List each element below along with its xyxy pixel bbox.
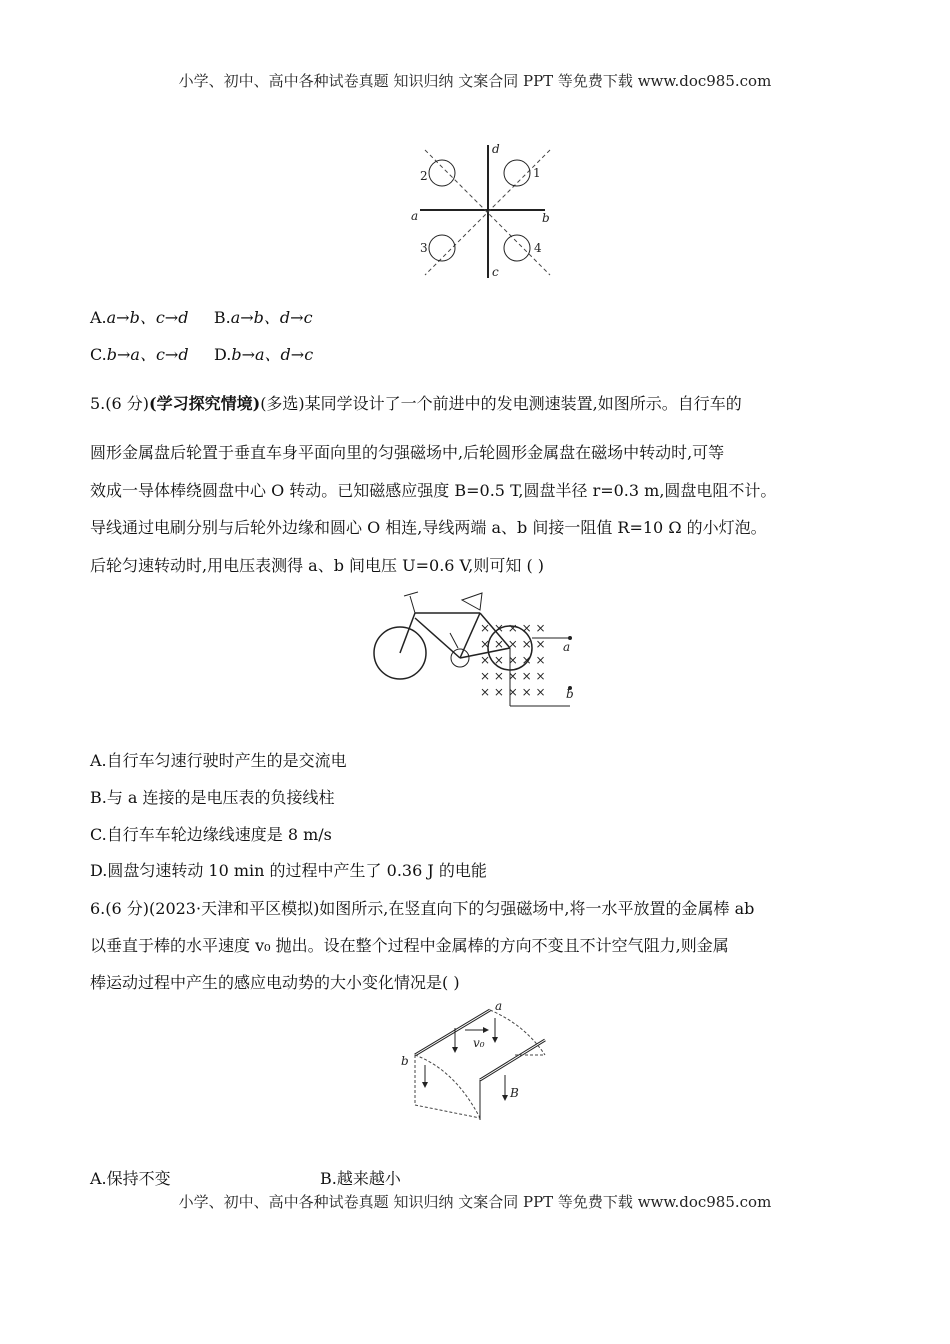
coil-3 [429,235,455,261]
label-a: a [563,640,571,654]
label-4: 4 [534,241,542,255]
q5-line-4: 导线通过电刷分别与后轮外边缘和圆心 O 相连,导线两端 a、b 间接一阻值 R=10 Ω 的小灯泡。 [90,518,767,537]
label-d: d [492,142,500,156]
label-b: b [542,211,550,225]
q5-line-5: 后轮匀速转动时,用电压表测得 a、b 间电压 U=0.6 V,则可知 ( ) [90,556,545,575]
q6-option-b[interactable]: B.越来越小 [320,1169,401,1188]
label-3: 3 [420,241,428,255]
svg-text:× × × × ×: × × × × × [480,669,546,683]
q4-options-row2 [90,342,313,365]
q6-option-a[interactable]: A.保持不变 [90,1169,171,1188]
q4-option-c[interactable]: C.b→a、c→d [90,345,189,364]
q6-line-2: 以垂直于棒的水平速度 v₀ 抛出。设在整个过程中金属棒的方向不变且不计空气阻力,则金属 [90,936,729,955]
q5-option-a[interactable]: A.自行车匀速行驶时产生的是交流电 [90,751,347,770]
label-c: c [492,265,499,279]
q5-line-2: 圆形金属盘后轮置于垂直车身平面向里的匀强磁场中,后轮圆形金属盘在磁场中转动时,可等 [90,443,725,462]
label-v0: v₀ [473,1036,485,1050]
q4-options-row1 [90,305,313,328]
page-footer: 小学、初中、高中各种试卷真题 知识归纳 文案合同 PPT 等免费下载 www.doc985.com [178,1193,772,1211]
coil-2 [429,160,455,186]
q4-option-d[interactable]: D.b→a、d→c [214,345,314,364]
svg-text:× × × × ×: × × × × × [480,685,546,699]
label-a: a [411,209,419,223]
svg-text:× × × × ×: × × × × × [480,637,546,651]
q5-option-b[interactable]: B.与 a 连接的是电压表的负接线柱 [90,788,335,807]
svg-text:× × × × ×: × × × × × [480,653,546,667]
label-1: 1 [533,166,541,180]
magnetic-field-crosses [480,621,546,699]
page-header: 小学、初中、高中各种试卷真题 知识归纳 文案合同 PPT 等免费下载 www.doc985.com [178,72,772,90]
q4-option-a[interactable]: A.a→b、c→d [90,308,189,327]
label-a: a [495,1000,503,1013]
q5-option-d[interactable]: D.圆盘匀速转动 10 min 的过程中产生了 0.36 J 的电能 [90,861,487,880]
label-2: 2 [420,169,428,183]
coil-4 [504,235,530,261]
q5-line-1: 5.(6 分)(学习探究情境)(多选)某同学设计了一个前进中的发电测速装置,如图所示。自行车的 [90,394,742,413]
coil-1 [504,160,530,186]
figure-falling-bar [395,1000,555,1125]
q6-line-3: 棒运动过程中产生的感应电动势的大小变化情况是( ) [90,973,460,992]
label-b: b [401,1054,409,1068]
svg-text:× × × × ×: × × × × × [480,621,546,635]
q6-line-1: 6.(6 分)(2023·天津和平区模拟)如图所示,在竖直向下的匀强磁场中,将一水平放置的金属棒 ab [90,899,755,918]
label-B: B [510,1086,519,1100]
figure-bicycle [370,588,590,713]
q5-option-c[interactable]: C.自行车车轮边缘线速度是 8 m/s [90,825,332,844]
q5-line-3: 效成一导体棒绕圆盘中心 O 转动。已知磁感应强度 B=0.5 T,圆盘半径 r=0.3 m,圆盘电阻不计。 [90,481,777,500]
label-b: b [566,687,574,701]
q4-option-b[interactable]: B.a→b、d→c [213,308,313,327]
figure-coils [405,140,555,280]
